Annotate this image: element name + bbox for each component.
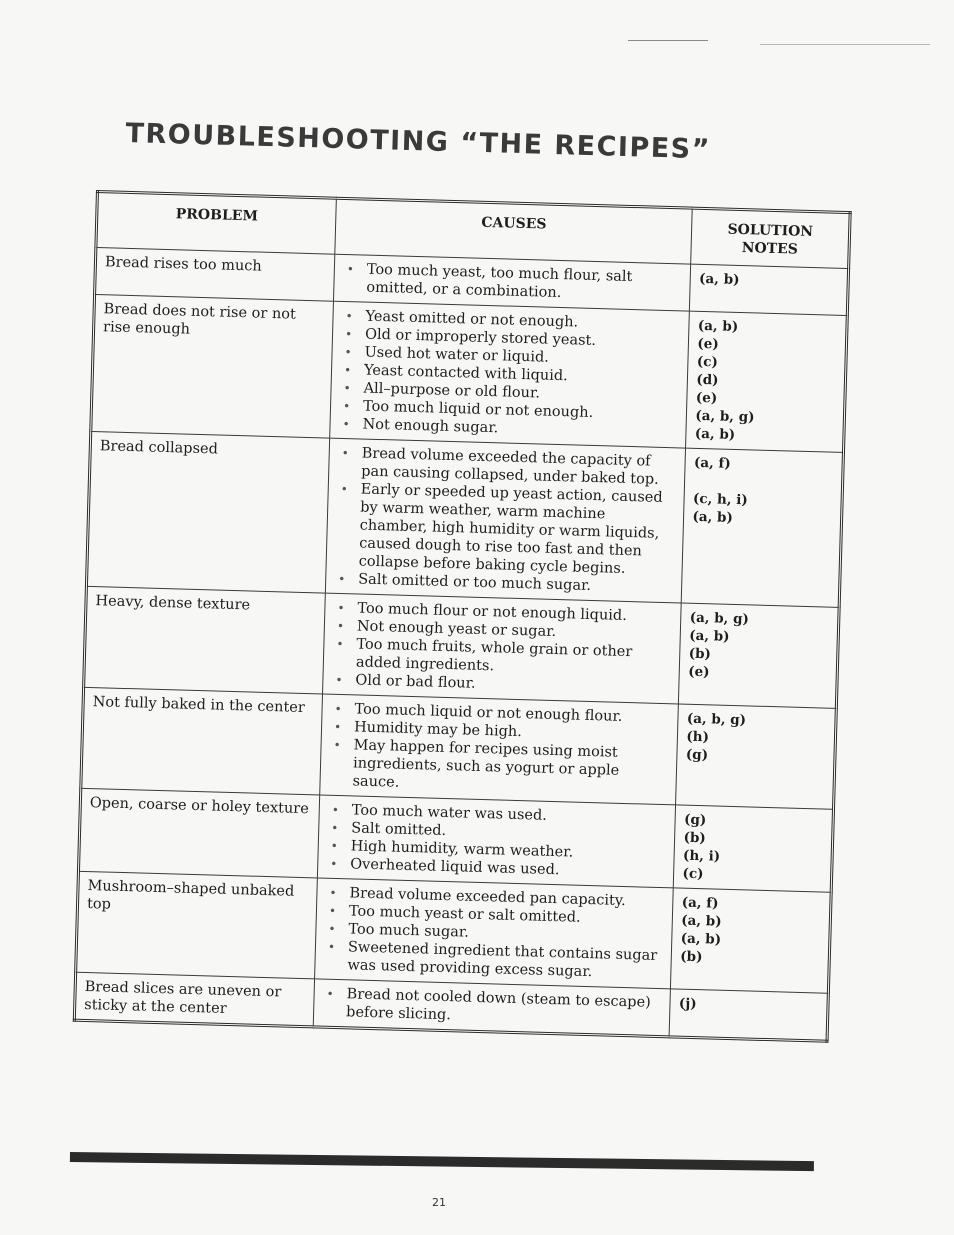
solution-note: (a, b) — [688, 627, 730, 645]
solution-note: (j) — [678, 995, 697, 1013]
causes-list — [338, 307, 681, 442]
solution-notes-cell — [676, 704, 836, 809]
solution-note: (c) — [696, 353, 719, 371]
table-body — [74, 248, 848, 1042]
solution-note: (a, b) — [698, 270, 740, 289]
notes-list — [680, 894, 822, 970]
causes-cell — [323, 593, 682, 704]
problem-cell: Bread rises too much — [95, 248, 335, 302]
causes-cell — [315, 878, 674, 989]
solution-note: (h, i) — [682, 847, 721, 865]
solution-note: (a, b, g) — [695, 407, 755, 426]
footer-rule — [70, 1152, 814, 1171]
cause-item: • Too much yeast, too much flour, salt omitted, or a combination. — [342, 260, 682, 305]
solution-note: (b) — [688, 645, 712, 663]
notes-list — [688, 609, 830, 685]
cause-item: • Salt omitted. — [327, 819, 667, 846]
causes-cell — [325, 438, 686, 603]
troubleshooting-table-container — [73, 190, 852, 1043]
notes-list — [686, 710, 827, 768]
causes-cell — [330, 301, 690, 448]
cause-item: • Used hot water or liquid. — [340, 343, 680, 370]
cause-item: • Old or bad flour. — [331, 671, 671, 698]
table-row — [86, 431, 843, 607]
page-title: TROUBLESHOOTING “THE RECIPES” — [125, 118, 712, 166]
causes-list — [326, 801, 667, 882]
solution-notes-cell — [690, 264, 849, 315]
problem-cell: Bread does not rise or not rise enough — [91, 295, 334, 439]
causes-list — [334, 444, 677, 597]
solution-notes-cell — [674, 805, 834, 892]
solution-note: (a, f) — [681, 894, 719, 912]
solution-note: (g) — [683, 811, 707, 829]
scan-mark-top-right-2 — [760, 44, 930, 45]
cause-item: • Not enough yeast or sugar. — [333, 617, 673, 644]
cause-item: • All–purpose or old flour. — [339, 379, 679, 406]
solution-note: (c) — [682, 865, 704, 883]
solution-note: (a, b, g) — [689, 609, 750, 628]
solution-note: (c, h, i) — [692, 490, 748, 509]
cause-item: • Early or speeded up yeast action, caused by warm weather, warm machine chamber, high humidity or warm liquids, caused dough to rise too fast and then collapse before baking cycle begins. — [335, 480, 677, 579]
solution-notes-cell — [671, 888, 831, 993]
solution-note: (h) — [686, 728, 710, 746]
solution-note: (a, f) — [693, 454, 731, 472]
solution-note: (a, b) — [681, 912, 722, 930]
cause-item: • High humidity, warm weather. — [327, 837, 667, 864]
solution-notes-column-header: SOLUTION NOTES — [691, 208, 850, 268]
problem-cell: Open, coarse or holey texture — [78, 788, 319, 878]
causes-list — [323, 884, 665, 983]
solution-note: (a, b, g) — [686, 710, 747, 729]
causes-cell — [317, 795, 676, 888]
problem-column-header: PROBLEM — [96, 192, 336, 255]
cause-item: • Too much sugar. — [324, 920, 664, 947]
causes-list — [322, 985, 662, 1030]
cause-item: • Salt omitted or too much sugar. — [334, 570, 674, 597]
problem-cell: Bread collapsed — [86, 431, 329, 593]
causes-cell — [320, 694, 679, 805]
solution-notes-cell — [682, 448, 844, 607]
solution-notes-cell — [669, 989, 828, 1041]
troubleshooting-table — [73, 190, 852, 1043]
notes-list — [695, 317, 838, 447]
cause-item: • Humidity may be high. — [330, 718, 670, 745]
solution-note: (g) — [685, 746, 709, 764]
solution-notes-cell — [679, 603, 839, 708]
notes-list — [679, 995, 819, 1017]
causes-cell — [313, 979, 671, 1037]
solution-note: (a, b) — [692, 508, 734, 526]
cause-item: • Bread not cooled down (steam to escape) before slicing. — [322, 985, 662, 1030]
cause-item: • May happen for recipes using moist ingredients, such as yogurt or apple sauce. — [328, 736, 669, 799]
causes-list — [342, 260, 682, 305]
problem-cell: Not fully baked in the center — [81, 687, 323, 795]
table-row — [91, 295, 848, 453]
cause-item: • Sweetened ingredient that contains sugar was used providing excess sugar. — [323, 938, 663, 983]
cause-item: • Too much flour or not enough liquid. — [333, 599, 673, 626]
page-number: 21 — [432, 1196, 446, 1209]
problem-cell: Bread slices are uneven or sticky at the center — [74, 972, 314, 1027]
causes-column-header: CAUSES — [335, 198, 693, 264]
solution-note: (b) — [683, 829, 706, 847]
solution-notes-cell — [686, 311, 847, 452]
problem-cell: Mushroom–shaped unbaked top — [76, 871, 318, 979]
cause-item: • Overheated liquid was used. — [326, 855, 666, 882]
notes-list — [692, 454, 834, 530]
cause-item: • Too much water was used. — [328, 801, 668, 828]
cause-item: • Too much yeast or salt omitted. — [325, 902, 665, 929]
causes-list — [328, 700, 670, 799]
solution-note: (e) — [697, 335, 719, 353]
solution-note: (e) — [695, 389, 718, 407]
solution-note: (b) — [680, 948, 703, 966]
cause-item: • Old or improperly stored yeast. — [341, 325, 681, 352]
solution-note: (d) — [696, 371, 719, 389]
cause-item: • Too much liquid or not enough. — [339, 397, 679, 424]
causes-list — [331, 599, 673, 698]
cause-item: • Too much fruits, whole grain or other added ingredients. — [332, 635, 672, 680]
notes-list — [682, 811, 824, 887]
notes-list — [699, 270, 839, 292]
scan-mark-top-right — [628, 40, 708, 41]
solution-note: (a, b) — [697, 317, 739, 335]
cause-item: • Too much liquid or not enough flour. — [330, 700, 670, 727]
cause-item: • Bread volume exceeded the capacity of pan causing collapsed, under baked top. — [337, 444, 677, 489]
cause-item: • Yeast omitted or not enough. — [341, 307, 681, 334]
solution-note: (a, b) — [680, 930, 722, 948]
solution-note: (e) — [687, 663, 710, 681]
solution-note: (a, b) — [694, 425, 736, 443]
cause-item: • Bread volume exceeded pan capacity. — [325, 884, 665, 911]
cause-item: • Yeast contacted with liquid. — [340, 361, 680, 388]
problem-cell: Heavy, dense texture — [84, 586, 326, 694]
cause-item: • Not enough sugar. — [338, 415, 678, 442]
